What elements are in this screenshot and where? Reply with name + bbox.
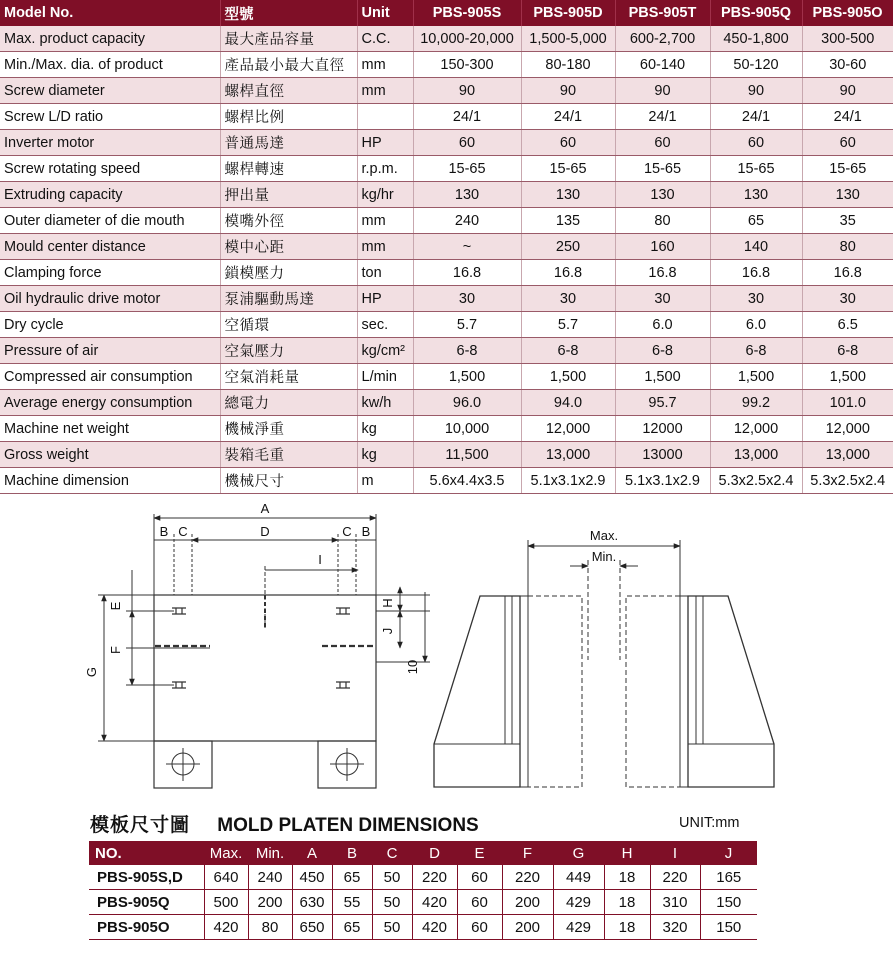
spec-unit: r.p.m. bbox=[357, 156, 413, 182]
spec-value: 90 bbox=[413, 78, 521, 104]
spec-value: 13,000 bbox=[521, 442, 615, 468]
spec-unit: kg bbox=[357, 442, 413, 468]
mold-platen-row bbox=[89, 890, 757, 915]
spec-label-zh: 空循環 bbox=[220, 312, 357, 338]
spec-value: 130 bbox=[413, 182, 521, 208]
mold-platen-value: 449 bbox=[553, 865, 604, 890]
spec-unit: mm bbox=[357, 78, 413, 104]
spec-label-en: Screw diameter bbox=[0, 78, 220, 104]
mold-platen-header-cell: F bbox=[502, 841, 553, 865]
mold-platen-value: 650 bbox=[292, 915, 332, 940]
spec-value: 13,000 bbox=[802, 442, 893, 468]
dim-label-max: Max. bbox=[589, 528, 619, 543]
mold-platen-value: 630 bbox=[292, 890, 332, 915]
spec-row bbox=[0, 312, 893, 338]
mold-platen-value: 50 bbox=[372, 890, 412, 915]
mold-platen-title bbox=[90, 810, 479, 837]
spec-header-cell: Unit bbox=[357, 0, 413, 26]
mold-platen-header-cell: D bbox=[412, 841, 457, 865]
mold-platen-value: 429 bbox=[553, 890, 604, 915]
mold-platen-header-cell: Max. bbox=[204, 841, 248, 865]
mold-platen-header-cell: J bbox=[700, 841, 757, 865]
spec-label-zh: 螺桿直徑 bbox=[220, 78, 357, 104]
spec-label-zh: 最大產品容量 bbox=[220, 26, 357, 52]
spec-value: 24/1 bbox=[413, 104, 521, 130]
mold-platen-unit: UNIT:mm bbox=[679, 815, 740, 831]
spec-value: 130 bbox=[802, 182, 893, 208]
dim-label-c-right: C bbox=[342, 524, 352, 539]
spec-unit: ton bbox=[357, 260, 413, 286]
spec-value: 10,000 bbox=[413, 416, 521, 442]
spec-unit: m bbox=[357, 468, 413, 494]
spec-value: 94.0 bbox=[521, 390, 615, 416]
mold-platen-value: 240 bbox=[248, 865, 292, 890]
spec-value: 60 bbox=[413, 130, 521, 156]
spec-label-en: Machine dimension bbox=[0, 468, 220, 494]
front-view-platen bbox=[98, 514, 430, 788]
spec-row bbox=[0, 338, 893, 364]
spec-label-en: Clamping force bbox=[0, 260, 220, 286]
spec-value: 1,500 bbox=[615, 364, 710, 390]
dim-label-h: H bbox=[380, 598, 395, 608]
spec-value: 35 bbox=[802, 208, 893, 234]
spec-label-en: Inverter motor bbox=[0, 130, 220, 156]
spec-value: 130 bbox=[521, 182, 615, 208]
platen-drawing bbox=[0, 500, 893, 800]
spec-value: 5.7 bbox=[413, 312, 521, 338]
spec-value: 99.2 bbox=[710, 390, 802, 416]
spec-label-zh: 螺桿轉速 bbox=[220, 156, 357, 182]
spec-value: 1,500 bbox=[802, 364, 893, 390]
spec-label-en: Outer diameter of die mouth bbox=[0, 208, 220, 234]
spec-value: 12,000 bbox=[521, 416, 615, 442]
spec-row bbox=[0, 52, 893, 78]
dim-label-c-left: C bbox=[178, 524, 188, 539]
spec-value: 90 bbox=[615, 78, 710, 104]
spec-value: 12,000 bbox=[802, 416, 893, 442]
spec-value: 80-180 bbox=[521, 52, 615, 78]
spec-value: 12000 bbox=[615, 416, 710, 442]
mold-platen-value: 150 bbox=[700, 915, 757, 940]
mold-platen-value: 420 bbox=[412, 915, 457, 940]
spec-value: 1,500-5,000 bbox=[521, 26, 615, 52]
spec-value: 1,500 bbox=[413, 364, 521, 390]
spec-label-zh: 產品最小最大直徑 bbox=[220, 52, 357, 78]
spec-unit: kg bbox=[357, 416, 413, 442]
mold-platen-value: 50 bbox=[372, 865, 412, 890]
spec-row bbox=[0, 364, 893, 390]
spec-header-cell: PBS-905D bbox=[521, 0, 615, 26]
spec-label-zh: 空氣壓力 bbox=[220, 338, 357, 364]
mold-platen-value: 320 bbox=[650, 915, 700, 940]
spec-unit: HP bbox=[357, 130, 413, 156]
spec-row bbox=[0, 208, 893, 234]
spec-value: 6-8 bbox=[710, 338, 802, 364]
spec-label-zh: 裝箱毛重 bbox=[220, 442, 357, 468]
spec-row bbox=[0, 468, 893, 494]
spec-header-cell: PBS-905T bbox=[615, 0, 710, 26]
spec-value: 135 bbox=[521, 208, 615, 234]
mold-platen-value: 150 bbox=[700, 890, 757, 915]
spec-value: 6-8 bbox=[802, 338, 893, 364]
spec-label-zh: 螺桿比例 bbox=[220, 104, 357, 130]
dim-label-a: A bbox=[260, 501, 270, 516]
dim-label-min: Min. bbox=[591, 549, 617, 564]
spec-label-zh: 機械淨重 bbox=[220, 416, 357, 442]
spec-value: 15-65 bbox=[710, 156, 802, 182]
mold-platen-value: 310 bbox=[650, 890, 700, 915]
mold-platen-model: PBS-905O bbox=[89, 915, 204, 940]
spec-value: 96.0 bbox=[413, 390, 521, 416]
spec-row bbox=[0, 78, 893, 104]
mold-platen-header-cell: E bbox=[457, 841, 502, 865]
spec-value: 30 bbox=[413, 286, 521, 312]
spec-label-en: Dry cycle bbox=[0, 312, 220, 338]
dim-label-f: F bbox=[108, 646, 123, 654]
spec-value: 16.8 bbox=[413, 260, 521, 286]
spec-value: 150-300 bbox=[413, 52, 521, 78]
spec-value: 1,500 bbox=[710, 364, 802, 390]
spec-label-en: Compressed air consumption bbox=[0, 364, 220, 390]
mold-platen-model: PBS-905Q bbox=[89, 890, 204, 915]
spec-value: 11,500 bbox=[413, 442, 521, 468]
spec-header-cell: PBS-905S bbox=[413, 0, 521, 26]
spec-value: 60 bbox=[710, 130, 802, 156]
mold-platen-value: 429 bbox=[553, 915, 604, 940]
mold-platen-value: 18 bbox=[604, 915, 650, 940]
mold-platen-value: 55 bbox=[332, 890, 372, 915]
dim-label-10: 10 bbox=[405, 659, 420, 675]
spec-value: 24/1 bbox=[521, 104, 615, 130]
spec-value: 13,000 bbox=[710, 442, 802, 468]
spec-row bbox=[0, 286, 893, 312]
spec-value: 12,000 bbox=[710, 416, 802, 442]
spec-value: 60 bbox=[615, 130, 710, 156]
spec-value: ~ bbox=[413, 234, 521, 260]
mold-platen-value: 220 bbox=[650, 865, 700, 890]
dim-label-d: D bbox=[260, 524, 270, 539]
spec-label-zh: 模中心距 bbox=[220, 234, 357, 260]
mold-platen-title-en: MOLD PLATEN DIMENSIONS bbox=[217, 815, 479, 836]
spec-header-cell: Model No. bbox=[0, 0, 220, 26]
spec-unit: mm bbox=[357, 52, 413, 78]
spec-value: 130 bbox=[710, 182, 802, 208]
spec-unit: mm bbox=[357, 234, 413, 260]
dim-label-b-left: B bbox=[159, 524, 169, 539]
spec-label-zh: 空氣消耗量 bbox=[220, 364, 357, 390]
mold-platen-header-cell: A bbox=[292, 841, 332, 865]
mold-platen-value: 420 bbox=[412, 890, 457, 915]
spec-value: 30 bbox=[615, 286, 710, 312]
spec-unit: kg/hr bbox=[357, 182, 413, 208]
mold-platen-value: 500 bbox=[204, 890, 248, 915]
mold-platen-value: 65 bbox=[332, 915, 372, 940]
spec-value: 101.0 bbox=[802, 390, 893, 416]
spec-value: 80 bbox=[615, 208, 710, 234]
spec-unit: L/min bbox=[357, 364, 413, 390]
spec-label-en: Max. product capacity bbox=[0, 26, 220, 52]
spec-unit bbox=[357, 104, 413, 130]
spec-label-en: Gross weight bbox=[0, 442, 220, 468]
spec-value: 30 bbox=[802, 286, 893, 312]
mold-platen-value: 60 bbox=[457, 915, 502, 940]
spec-value: 30 bbox=[710, 286, 802, 312]
spec-label-zh: 押出量 bbox=[220, 182, 357, 208]
spec-value: 6.0 bbox=[710, 312, 802, 338]
spec-value: 90 bbox=[802, 78, 893, 104]
spec-value: 5.3x2.5x2.4 bbox=[802, 468, 893, 494]
spec-value: 60 bbox=[802, 130, 893, 156]
mold-platen-value: 18 bbox=[604, 865, 650, 890]
mold-platen-title-zh: 模板尺寸圖 bbox=[90, 815, 191, 836]
mold-platen-value: 200 bbox=[502, 890, 553, 915]
spec-row bbox=[0, 182, 893, 208]
spec-value: 130 bbox=[615, 182, 710, 208]
spec-label-en: Machine net weight bbox=[0, 416, 220, 442]
spec-value: 24/1 bbox=[802, 104, 893, 130]
spec-unit: HP bbox=[357, 286, 413, 312]
side-view-platen bbox=[434, 540, 774, 787]
mold-platen-header-cell: H bbox=[604, 841, 650, 865]
spec-value: 6.0 bbox=[615, 312, 710, 338]
mold-platen-value: 220 bbox=[502, 865, 553, 890]
spec-value: 24/1 bbox=[710, 104, 802, 130]
spec-row bbox=[0, 26, 893, 52]
spec-value: 450-1,800 bbox=[710, 26, 802, 52]
spec-value: 24/1 bbox=[615, 104, 710, 130]
mold-platen-row bbox=[89, 865, 757, 890]
spec-value: 50-120 bbox=[710, 52, 802, 78]
spec-label-en: Average energy consumption bbox=[0, 390, 220, 416]
mold-platen-row bbox=[89, 915, 757, 940]
spec-value: 60 bbox=[521, 130, 615, 156]
mold-platen-value: 60 bbox=[457, 865, 502, 890]
spec-row bbox=[0, 130, 893, 156]
spec-value: 15-65 bbox=[521, 156, 615, 182]
spec-label-zh: 鎖模壓力 bbox=[220, 260, 357, 286]
mold-platen-value: 80 bbox=[248, 915, 292, 940]
spec-value: 15-65 bbox=[615, 156, 710, 182]
spec-value: 600-2,700 bbox=[615, 26, 710, 52]
mold-platen-value: 50 bbox=[372, 915, 412, 940]
spec-value: 6-8 bbox=[413, 338, 521, 364]
spec-value: 6-8 bbox=[615, 338, 710, 364]
mold-platen-value: 60 bbox=[457, 890, 502, 915]
spec-row bbox=[0, 234, 893, 260]
spec-value: 90 bbox=[521, 78, 615, 104]
dim-label-b-right: B bbox=[361, 524, 371, 539]
spec-unit: mm bbox=[357, 208, 413, 234]
mold-platen-value: 420 bbox=[204, 915, 248, 940]
spec-unit: kg/cm² bbox=[357, 338, 413, 364]
spec-label-en: Extruding capacity bbox=[0, 182, 220, 208]
mold-platen-value: 200 bbox=[502, 915, 553, 940]
spec-value: 16.8 bbox=[802, 260, 893, 286]
spec-value: 1,500 bbox=[521, 364, 615, 390]
spec-value: 15-65 bbox=[802, 156, 893, 182]
spec-label-zh: 總電力 bbox=[220, 390, 357, 416]
mold-platen-header-cell: C bbox=[372, 841, 412, 865]
spec-value: 30-60 bbox=[802, 52, 893, 78]
spec-label-zh: 機械尺寸 bbox=[220, 468, 357, 494]
spec-value: 240 bbox=[413, 208, 521, 234]
mold-platen-value: 165 bbox=[700, 865, 757, 890]
spec-header-cell: PBS-905Q bbox=[710, 0, 802, 26]
mold-platen-model: PBS-905S,D bbox=[89, 865, 204, 890]
spec-unit: sec. bbox=[357, 312, 413, 338]
spec-label-en: Screw L/D ratio bbox=[0, 104, 220, 130]
spec-value: 65 bbox=[710, 208, 802, 234]
mold-platen-header-cell: NO. bbox=[89, 841, 204, 865]
spec-value: 13000 bbox=[615, 442, 710, 468]
dim-label-i: I bbox=[318, 552, 322, 567]
spec-value: 60-140 bbox=[615, 52, 710, 78]
spec-unit: kw/h bbox=[357, 390, 413, 416]
spec-value: 300-500 bbox=[802, 26, 893, 52]
mold-platen-header-row bbox=[89, 841, 757, 865]
mold-platen-value: 18 bbox=[604, 890, 650, 915]
spec-label-en: Min./Max. dia. of product bbox=[0, 52, 220, 78]
spec-value: 15-65 bbox=[413, 156, 521, 182]
spec-value: 5.1x3.1x2.9 bbox=[615, 468, 710, 494]
spec-value: 30 bbox=[521, 286, 615, 312]
spec-value: 90 bbox=[710, 78, 802, 104]
mold-platen-header-cell: G bbox=[553, 841, 604, 865]
mold-platen-body bbox=[89, 865, 757, 940]
spec-value: 16.8 bbox=[710, 260, 802, 286]
spec-value: 5.1x3.1x2.9 bbox=[521, 468, 615, 494]
spec-row bbox=[0, 260, 893, 286]
mold-platen-value: 200 bbox=[248, 890, 292, 915]
spec-value: 16.8 bbox=[521, 260, 615, 286]
spec-label-en: Oil hydraulic drive motor bbox=[0, 286, 220, 312]
dim-label-j: J bbox=[380, 627, 395, 635]
spec-value: 6.5 bbox=[802, 312, 893, 338]
spec-row bbox=[0, 390, 893, 416]
mold-platen-value: 640 bbox=[204, 865, 248, 890]
spec-label-en: Mould center distance bbox=[0, 234, 220, 260]
mold-platen-value: 65 bbox=[332, 865, 372, 890]
mold-platen-header-cell: I bbox=[650, 841, 700, 865]
spec-row bbox=[0, 416, 893, 442]
spec-value: 80 bbox=[802, 234, 893, 260]
spec-header-cell: PBS-905O bbox=[802, 0, 893, 26]
spec-value: 16.8 bbox=[615, 260, 710, 286]
spec-unit: C.C. bbox=[357, 26, 413, 52]
spec-header-cell: 型號 bbox=[220, 0, 357, 26]
spec-value: 10,000-20,000 bbox=[413, 26, 521, 52]
spec-label-zh: 泵浦驅動馬達 bbox=[220, 286, 357, 312]
mold-platen-header-cell: Min. bbox=[248, 841, 292, 865]
spec-label-en: Pressure of air bbox=[0, 338, 220, 364]
spec-label-en: Screw rotating speed bbox=[0, 156, 220, 182]
mold-platen-value: 450 bbox=[292, 865, 332, 890]
spec-value: 5.3x2.5x2.4 bbox=[710, 468, 802, 494]
mold-platen-table bbox=[89, 841, 757, 940]
spec-value: 95.7 bbox=[615, 390, 710, 416]
spec-value: 140 bbox=[710, 234, 802, 260]
spec-header-row bbox=[0, 0, 893, 26]
spec-value: 6-8 bbox=[521, 338, 615, 364]
spec-value: 160 bbox=[615, 234, 710, 260]
spec-value: 5.7 bbox=[521, 312, 615, 338]
spec-value: 250 bbox=[521, 234, 615, 260]
spec-body bbox=[0, 26, 893, 494]
dim-label-g: G bbox=[84, 666, 99, 678]
spec-row bbox=[0, 104, 893, 130]
mold-platen-header-cell: B bbox=[332, 841, 372, 865]
dim-label-e: E bbox=[108, 601, 123, 611]
spec-label-zh: 普通馬達 bbox=[220, 130, 357, 156]
spec-label-zh: 模嘴外徑 bbox=[220, 208, 357, 234]
spec-row bbox=[0, 156, 893, 182]
spec-row bbox=[0, 442, 893, 468]
spec-value: 5.6x4.4x3.5 bbox=[413, 468, 521, 494]
mold-platen-value: 220 bbox=[412, 865, 457, 890]
